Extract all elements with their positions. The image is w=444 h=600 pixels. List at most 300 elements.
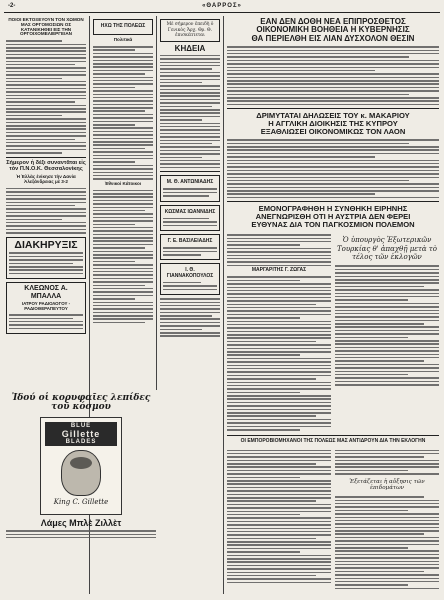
text-line <box>93 46 153 48</box>
text-line <box>227 153 439 155</box>
text-line <box>93 268 153 270</box>
text-line <box>160 167 220 169</box>
text-line <box>160 123 220 125</box>
text-line <box>6 225 86 227</box>
text-line <box>6 128 86 130</box>
text-line <box>227 517 331 519</box>
masthead <box>4 2 440 12</box>
text-line <box>160 305 220 307</box>
text-line <box>93 100 153 102</box>
text-line <box>6 91 86 93</box>
masthead-rule <box>4 12 440 13</box>
text-line <box>227 324 331 326</box>
text-line <box>227 558 331 560</box>
text-line <box>93 144 153 146</box>
text-line <box>227 368 331 370</box>
text-line <box>227 450 331 452</box>
text-line <box>6 208 86 210</box>
text-line <box>227 348 331 350</box>
text-line <box>93 257 153 259</box>
text-line <box>227 77 439 79</box>
text-line <box>335 293 439 295</box>
col2-box <box>93 19 153 35</box>
text-line <box>93 318 153 320</box>
text-line <box>335 343 439 345</box>
text-line <box>227 293 331 295</box>
text-line <box>93 196 153 198</box>
text-line <box>93 90 153 92</box>
text-line <box>227 300 331 302</box>
text-line <box>160 322 220 324</box>
text-line <box>93 271 153 273</box>
text-line <box>335 520 439 522</box>
column-2 <box>93 16 153 390</box>
text-line <box>93 274 153 276</box>
text-line <box>160 335 220 337</box>
text-line <box>93 53 153 55</box>
text-line <box>335 517 439 519</box>
text-line <box>227 466 331 468</box>
text-line <box>227 149 439 151</box>
text-line <box>335 463 439 465</box>
text-line <box>6 198 86 200</box>
text-line <box>93 141 153 143</box>
gillette-intro: Ἰδού οἱ κορυφαῖες λεπίδες τοῦ κόσμου <box>11 393 151 413</box>
text-line <box>227 426 331 428</box>
text-line <box>93 193 153 195</box>
text-line <box>227 170 439 172</box>
col1-ad3 <box>6 282 86 334</box>
text-line <box>227 582 331 584</box>
text-line <box>227 46 439 48</box>
text-line <box>227 511 331 513</box>
text-line <box>160 99 220 101</box>
text-line <box>335 510 408 512</box>
text-line <box>227 378 316 380</box>
text-line <box>6 142 86 144</box>
text-line <box>227 392 300 394</box>
text-line <box>335 523 439 525</box>
text-line <box>227 287 331 289</box>
text-line <box>6 222 86 224</box>
text-line <box>6 149 86 151</box>
text-line <box>160 58 220 60</box>
text-line <box>227 419 331 421</box>
text-line <box>160 133 220 135</box>
text-line <box>335 371 439 373</box>
col1-ad3-sub: ΙΑΤΡΟΥ ΡΑΔΙΟΛΟΓΟΥ - ΡΑΔΙΟΘΕΡΑΠΕΥΤΟΥ <box>21 300 71 311</box>
text-line <box>227 283 331 285</box>
text-line <box>227 190 439 192</box>
text-line <box>335 364 439 366</box>
text-line <box>227 73 439 75</box>
text-line <box>227 90 439 92</box>
text-line <box>9 321 83 323</box>
text-line <box>335 547 408 549</box>
text-line <box>93 138 153 140</box>
text-line <box>6 530 156 532</box>
text-line <box>335 333 439 335</box>
text-line <box>6 205 75 207</box>
text-line <box>93 224 135 226</box>
text-line <box>227 548 331 550</box>
text-line <box>93 285 145 287</box>
col3-card1: Μ. Θ. ΑΝΤΩΝΙΑΔΗΣ <box>160 175 220 201</box>
text-line <box>6 101 75 103</box>
text-line <box>163 221 217 223</box>
text-line <box>160 79 220 81</box>
text-line <box>93 56 153 58</box>
text-line <box>6 195 86 197</box>
text-line <box>6 108 86 110</box>
text-line <box>6 191 86 193</box>
text-line <box>335 289 439 291</box>
text-line <box>93 288 153 290</box>
text-line <box>160 325 220 327</box>
text-line <box>93 60 153 62</box>
text-line <box>227 56 409 58</box>
text-line <box>335 473 439 475</box>
text-line <box>227 551 300 553</box>
col2-section: Πολιτικά <box>113 37 133 43</box>
text-line <box>335 550 439 552</box>
text-line <box>160 150 220 152</box>
text-line <box>160 318 220 320</box>
text-line <box>93 131 153 133</box>
text-line <box>160 62 220 64</box>
text-line <box>227 241 331 243</box>
text-line <box>93 261 135 263</box>
text-line <box>227 524 331 526</box>
text-line <box>163 254 201 256</box>
text-line <box>6 98 86 100</box>
text-line <box>6 125 86 127</box>
text-line <box>227 80 439 82</box>
text-line <box>335 286 424 288</box>
text-line <box>6 78 62 80</box>
text-line <box>6 135 86 137</box>
text-line <box>160 163 220 165</box>
text-line <box>335 279 439 281</box>
text-line <box>9 324 83 326</box>
text-line <box>335 513 439 515</box>
gillette-signature: King C. Gillette <box>53 497 109 506</box>
text-line <box>335 299 408 301</box>
text-line <box>227 276 331 278</box>
headline-4: ΟΙ ΕΜΠΟΡΟΒΙΟΜΗΧΑΝΟΙ ΤΗΣ ΠΟΛΕΩΣ ΜΑΣ ΑΝΤΙΔΡΟΥΝ ΔΙΑ ΤΗΝ ΕΚΛΟΓΗΝ <box>240 438 426 445</box>
text-line <box>163 247 217 249</box>
text-line <box>335 377 439 379</box>
text-line <box>160 315 212 317</box>
text-line <box>160 146 220 148</box>
text-line <box>93 148 145 150</box>
text-line <box>93 227 153 229</box>
text-line <box>227 358 331 360</box>
text-line <box>93 104 153 106</box>
text-line <box>93 220 153 222</box>
text-line <box>163 225 217 227</box>
text-line <box>227 244 300 246</box>
text-line <box>160 136 220 138</box>
text-line <box>227 500 316 502</box>
text-line <box>227 388 331 390</box>
text-line <box>160 160 220 162</box>
text-line <box>227 166 439 168</box>
text-line <box>335 496 424 498</box>
text-line <box>6 215 86 217</box>
text-line <box>227 321 331 323</box>
text-line <box>227 544 331 546</box>
col1-headline: ΠΟΙΟΙ ΕΚΤΟΞΕΥΟΥΝ ΤΟΝ ΧΩΜΟΝ ΜΑΣ ΟΡΓΟΜΟΣΙΩΝ ΟΣ ΚΑΤΑΝΙΚΗΘΕΙ ΕΙΣ ΤΗΝ ΟΡΓΟΙΧΟΜΕΛΙΕΡΓΕΙΑΝ <box>8 17 84 37</box>
text-line <box>93 63 153 65</box>
text-line <box>227 197 439 199</box>
text-line <box>227 487 331 489</box>
text-line <box>227 63 439 65</box>
text-line <box>227 361 331 363</box>
col3-box-text: Μὲ σήμερον ἐπειδὴ ὁ Γενικὸς Ἀρχ. Θρ. Θ. ἐπισκέπτεται <box>166 22 214 38</box>
text-line <box>227 139 439 141</box>
text-line <box>335 272 439 274</box>
text-line <box>227 180 409 182</box>
text-line <box>93 295 153 297</box>
text-line <box>93 210 145 212</box>
text-line <box>160 116 220 118</box>
text-line <box>163 282 201 284</box>
text-line <box>227 470 331 472</box>
text-line <box>93 94 153 96</box>
text-line <box>335 347 439 349</box>
col2-news-title: Ἐθνικοὶ Κάτοικοι <box>104 180 142 186</box>
text-line <box>227 415 316 417</box>
text-line <box>93 134 153 136</box>
text-line <box>160 153 220 155</box>
text-line <box>227 354 300 356</box>
text-line <box>9 328 83 330</box>
text-line <box>160 112 220 114</box>
text-line <box>227 183 439 185</box>
text-line <box>227 565 331 567</box>
text-line <box>93 247 145 249</box>
headline-3: ΕΜΟΝΟΓΡΑΦΗΘΗ Η ΣΥΝΘΗΚΗ ΕΙΡΗΝΗΣ ΑΝΕΓΝΩΡΙΣΘΗ ΟΤΙ Η ΑΥΣΤΡΙΑ ΔΕΝ ΦΕΡΕΙ ΕΥΘΥΝΑΣ ΔΙΑ ΤΟΝ ΠΑΓΚΟΣΜΙΟΝ ΠΟΛΕΜΟΝ <box>251 204 415 230</box>
text-line <box>227 422 331 424</box>
text-line <box>227 297 331 299</box>
text-line <box>93 230 153 232</box>
col2-box-title: ΗΧΩ ΤΗΣ ΠΟΛΕΩΣ <box>100 23 146 29</box>
text-line <box>93 172 153 174</box>
text-line <box>160 157 202 159</box>
text-line <box>227 258 331 260</box>
text-line <box>227 337 331 339</box>
text-line <box>335 269 439 271</box>
text-line <box>93 278 153 280</box>
col1-ad2-title: ΔΙΑΚΗΡΥΞΙΣ <box>14 238 78 251</box>
text-line <box>6 219 62 221</box>
text-line <box>9 266 83 268</box>
text-line <box>6 61 86 63</box>
column-3 <box>160 16 220 594</box>
text-line <box>227 555 331 557</box>
text-line <box>335 360 424 362</box>
text-line <box>93 302 153 304</box>
text-line <box>160 109 220 111</box>
text-line <box>160 95 220 97</box>
text-line <box>227 310 331 312</box>
text-line <box>160 82 202 84</box>
text-line <box>160 75 220 77</box>
text-line <box>227 395 331 397</box>
text-line <box>227 490 331 492</box>
text-line <box>93 217 153 219</box>
col3-card2: ΚΩΣΜΑΣ ΙΩΑΝΝΙΔΗΣ <box>160 205 220 231</box>
text-line <box>6 202 86 204</box>
text-line <box>227 463 316 465</box>
text-line <box>335 282 439 284</box>
text-line <box>6 54 86 56</box>
text-line <box>227 70 375 72</box>
text-line <box>335 450 439 452</box>
text-line <box>93 114 153 116</box>
text-line <box>227 100 439 102</box>
col1-ad2 <box>6 237 86 280</box>
text-line <box>6 212 86 214</box>
text-line <box>227 473 331 475</box>
text-line <box>6 534 156 536</box>
text-line <box>160 68 212 70</box>
text-line <box>93 117 153 119</box>
text-line <box>93 207 153 209</box>
text-line <box>227 480 331 482</box>
text-line <box>160 140 220 142</box>
text-line <box>227 483 331 485</box>
text-line <box>93 168 153 170</box>
text-line <box>163 195 209 197</box>
text-line <box>335 313 439 315</box>
text-line <box>160 85 220 87</box>
text-line <box>227 494 331 496</box>
text-line <box>9 314 83 316</box>
text-line <box>9 318 73 320</box>
text-line <box>335 588 439 590</box>
text-line <box>227 568 331 570</box>
text-line <box>160 302 220 304</box>
text-line <box>93 213 153 215</box>
text-line <box>227 453 331 455</box>
text-line <box>93 264 153 266</box>
text-line <box>6 537 156 539</box>
text-line <box>93 155 153 157</box>
text-line <box>163 285 217 287</box>
text-line <box>227 351 331 353</box>
text-line <box>93 77 153 79</box>
text-line <box>335 500 439 502</box>
text-line <box>227 238 331 240</box>
text-line <box>6 44 86 46</box>
text-line <box>227 575 316 577</box>
text-line <box>227 405 331 407</box>
text-line <box>335 470 408 472</box>
text-line <box>335 320 439 322</box>
text-line <box>227 409 331 411</box>
text-line <box>160 312 220 314</box>
text-line <box>227 572 331 574</box>
col1-ad3-title: ΚΛΕΩΝΟΣ Α. ΜΠΑΛΛΑ <box>24 285 68 300</box>
text-line <box>335 354 439 356</box>
right-block <box>227 16 439 594</box>
text-line <box>227 160 439 162</box>
col3-box <box>160 19 220 42</box>
text-line <box>227 67 439 69</box>
text-line <box>160 143 212 145</box>
text-line <box>6 88 86 90</box>
gillette-portrait <box>61 450 101 496</box>
text-line <box>227 398 331 400</box>
text-line <box>6 57 86 59</box>
side-note: Ἐξετάζεται ἡ αὔξησις τῶν ἐπιδομάτων <box>349 478 425 492</box>
text-line <box>227 514 300 516</box>
text-line <box>335 527 439 529</box>
text-line <box>227 50 439 52</box>
newspaper-name: «ΘΑΡΡΟΣ» <box>202 3 242 9</box>
text-line <box>335 554 439 556</box>
text-line <box>93 178 153 180</box>
text-line <box>335 340 439 342</box>
text-line <box>9 273 83 275</box>
text-line <box>93 291 153 293</box>
text-line <box>163 218 209 220</box>
author-line: ΜΑΡΓΑΡΙΤΗΣ Γ. ΖΩΓΑΣ <box>251 267 307 274</box>
text-line <box>6 188 86 190</box>
text-line <box>6 115 62 117</box>
text-line <box>227 460 331 462</box>
column-divider <box>223 16 224 594</box>
text-line <box>93 66 153 68</box>
text-line <box>227 97 439 99</box>
text-line <box>227 53 439 55</box>
text-line <box>6 118 86 120</box>
text-line <box>6 95 86 97</box>
headline-2: ΔΡΙΜΥΤΑΤΑΙ ΔΗΛΩΣΕΙΣ ΤΟΥ κ. ΜΑΚΑΡΙΟΥ Η ΑΓΓΛΙΚΗ ΔΙΟΙΚΗΣΙΣ ΤΗΣ ΚΥΠΡΟΥ ΕΞΑΘΛΙΩΣΕΙ ΟΙΚΟΝΟΜΙΚΩΣ ΤΟΝ ΛΑΟΝ <box>256 111 410 137</box>
text-line <box>6 105 86 107</box>
text-line <box>227 248 331 250</box>
text-line <box>335 540 439 542</box>
text-line <box>335 567 439 569</box>
text-line <box>227 365 331 367</box>
text-line <box>227 265 331 267</box>
text-line <box>335 584 408 586</box>
text-line <box>6 84 86 86</box>
text-line <box>227 146 439 148</box>
text-line <box>227 578 331 580</box>
text-line <box>227 156 375 158</box>
col3-kidia: ΚΗΔΕΙΑ <box>174 43 206 53</box>
gillette-tagline: Λάμες Μπλὲ Ζιλλὲτ <box>40 517 122 528</box>
text-line <box>227 382 331 384</box>
text-line <box>6 50 86 52</box>
text-line <box>160 106 212 108</box>
text-line <box>6 74 86 76</box>
text-line <box>93 121 153 123</box>
text-line <box>227 83 439 85</box>
text-line <box>227 234 331 236</box>
text-line <box>335 316 439 318</box>
text-line <box>93 97 153 99</box>
text-line <box>93 175 153 177</box>
text-line <box>93 127 153 129</box>
text-line <box>6 40 62 42</box>
text-line <box>227 327 331 329</box>
text-line <box>93 298 135 300</box>
text-line <box>93 200 153 202</box>
